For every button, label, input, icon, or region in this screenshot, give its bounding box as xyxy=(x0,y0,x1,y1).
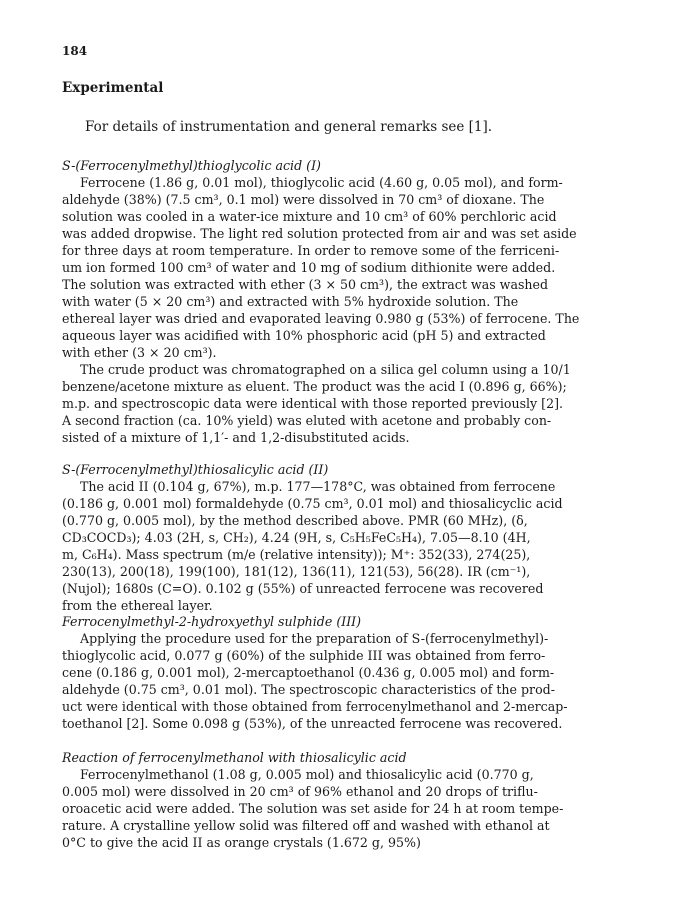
text-line: Ferrocene (1.86 g, 0.01 mol), thioglycolic acid (4.60 g, 0.05 mol), and form- xyxy=(80,175,563,190)
paragraph xyxy=(62,361,622,446)
text-line: um ion formed 100 cm³ of water and 10 mg of sodium dithionite were added. xyxy=(62,260,556,275)
paragraph xyxy=(62,766,622,851)
text-line: m, C₆H₄). Mass spectrum (m/e (relative intensity)); M⁺: 352(33), 274(25), xyxy=(62,547,531,562)
text-line: m.p. and spectroscopic data were identical with those reported previously [2]. xyxy=(62,396,564,411)
procedure-body xyxy=(62,766,622,851)
procedure-body xyxy=(62,478,622,614)
paragraph xyxy=(62,174,622,361)
text-line: 230(13), 200(18), 199(100), 181(12), 136(11), 121(53), 56(28). IR (cm⁻¹), xyxy=(62,564,531,579)
text-line: toethanol [2]. Some 0.098 g (53%), of the unreacted ferrocene was recovered. xyxy=(62,716,563,731)
procedure-body xyxy=(62,630,622,732)
text-line: (Nujol); 1680s (C=O). 0.102 g (55%) of unreacted ferrocene was recovered xyxy=(62,581,544,596)
text-line: Ferrocenylmethanol (1.08 g, 0.005 mol) and thiosalicylic acid (0.770 g, xyxy=(80,767,534,782)
page-number: 184 xyxy=(62,44,88,58)
text-line: The acid II (0.104 g, 67%), m.p. 177—178°C, was obtained from ferrocene xyxy=(80,479,556,494)
text-line: (0.186 g, 0.001 mol) formaldehyde (0.75 cm³, 0.01 mol) and thiosalicyclic acid xyxy=(62,496,563,511)
text-line: thioglycolic acid, 0.077 g (60%) of the sulphide III was obtained from ferro- xyxy=(62,648,546,663)
text-line: A second fraction (ca. 10% yield) was eluted with acetone and probably con- xyxy=(62,413,552,428)
text-line: ethereal layer was dried and evaporated leaving 0.980 g (53%) of ferrocene. The xyxy=(62,311,580,326)
text-line: rature. A crystalline yellow solid was filtered off and washed with ethanol at xyxy=(62,818,550,833)
paragraph xyxy=(62,478,622,614)
text-line: oroacetic acid were added. The solution was set aside for 24 h at room tempe- xyxy=(62,801,564,816)
procedure-title: Ferrocenylmethyl-2-hydroxyethyl sulphide (III) xyxy=(62,614,362,629)
text-line: Applying the procedure used for the preparation of S-(ferrocenylmethyl)- xyxy=(80,631,549,646)
procedure-section xyxy=(62,613,622,732)
procedure-title: Reaction of ferrocenylmethanol with thiosalicylic acid xyxy=(62,750,407,765)
section-heading: Experimental xyxy=(62,80,164,96)
text-line: for three days at room temperature. In order to remove some of the ferriceni- xyxy=(62,243,560,258)
text-line: The solution was extracted with ether (3 × 50 cm³), the extract was washed xyxy=(62,277,549,292)
text-line: aldehyde (0.75 cm³, 0.01 mol). The spectroscopic characteristics of the prod- xyxy=(62,682,555,697)
text-line: from the ethereal layer. xyxy=(62,598,213,613)
text-line: with ether (3 × 20 cm³). xyxy=(62,345,217,360)
text-line: CD₃COCD₃); 4.03 (2H, s, CH₂), 4.24 (9H, s, C₅H₅FeC₅H₄), 7.05—8.10 (4H, xyxy=(62,530,531,545)
text-line: aqueous layer was acidified with 10% phosphoric acid (pH 5) and extracted xyxy=(62,328,546,343)
procedure-title: S-(Ferrocenylmethyl)thiosalicylic acid (II) xyxy=(62,462,329,477)
text-line: 0°C to give the acid II as orange crystals (1.672 g, 95%) xyxy=(62,835,421,850)
procedure-title: S-(Ferrocenylmethyl)thioglycolic acid (I) xyxy=(62,158,321,173)
text-line: with water (5 × 20 cm³) and extracted with 5% hydroxide solution. The xyxy=(62,294,519,309)
text-line: benzene/acetone mixture as eluent. The product was the acid I (0.896 g, 66%); xyxy=(62,379,567,394)
text-line: cene (0.186 g, 0.001 mol), 2-mercaptoethanol (0.436 g, 0.005 mol) and form- xyxy=(62,665,555,680)
procedure-body xyxy=(62,174,622,446)
procedure-section xyxy=(62,157,622,446)
text-line: was added dropwise. The light red solution protected from air and was set aside xyxy=(62,226,577,241)
text-line: 0.005 mol) were dissolved in 20 cm³ of 96% ethanol and 20 drops of triflu- xyxy=(62,784,538,799)
text-line: solution was cooled in a water-ice mixture and 10 cm³ of 60% perchloric acid xyxy=(62,209,557,224)
text-line: sisted of a mixture of 1,1′- and 1,2-disubstituted acids. xyxy=(62,430,410,445)
paragraph xyxy=(62,630,622,732)
text-line: uct were identical with those obtained from ferrocenylmethanol and 2-mercap- xyxy=(62,699,568,714)
text-line: aldehyde (38%) (7.5 cm³, 0.1 mol) were dissolved in 70 cm³ of dioxane. The xyxy=(62,192,545,207)
procedure-section xyxy=(62,461,622,614)
procedure-section xyxy=(62,749,622,851)
text-line: The crude product was chromatographed on a silica gel column using a 10/1 xyxy=(80,362,571,377)
intro-text: For details of instrumentation and general remarks see [1]. xyxy=(85,119,493,135)
text-line: (0.770 g, 0.005 mol), by the method described above. PMR (60 MHz), (δ, xyxy=(62,513,528,528)
